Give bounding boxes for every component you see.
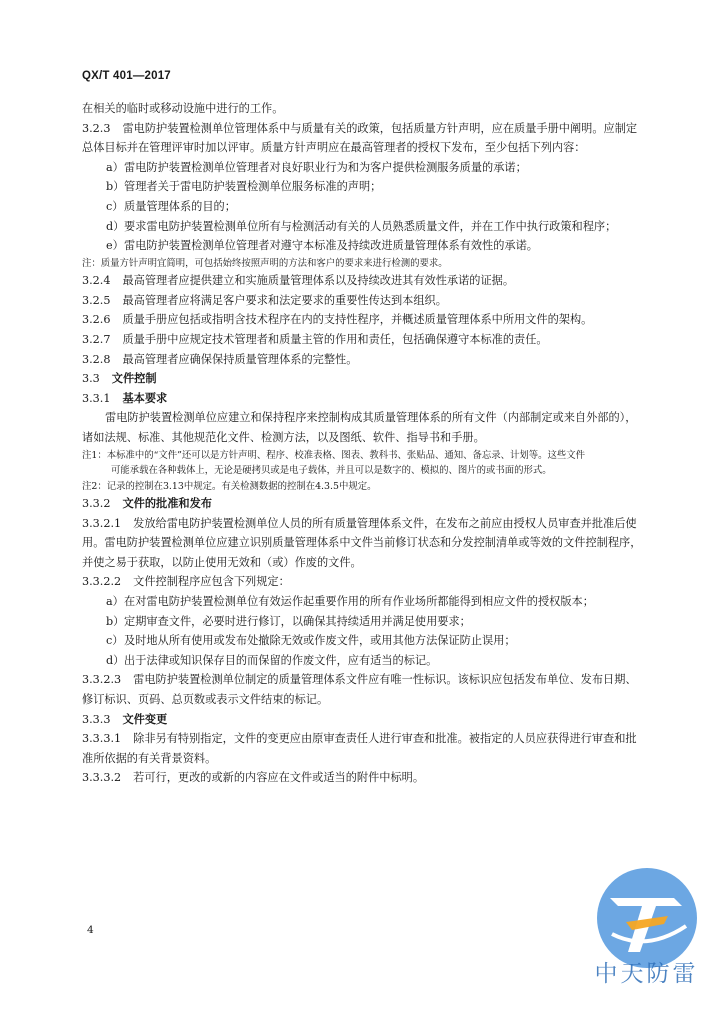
clause-text: 质量手册中应规定技术管理者和质量主管的作用和责任，包括确保遵守本标准的责任。 xyxy=(122,333,548,347)
clause-text: 文件控制程序应包含下列规定： xyxy=(133,575,290,589)
clause xyxy=(82,514,642,573)
clause-text: 雷电防护装置检测单位管理体系中与质量有关的政策，包括质量方针声明，应在质量手册中阐明。应制定总体目标并在管理评审时加以评审。质量方针声明应在最高管理者的授权下发布，至少包括下列内容： xyxy=(82,121,638,155)
list-item-label: b） xyxy=(106,614,125,628)
section-number: 3.3.2 xyxy=(82,497,111,511)
list-item-label: a） xyxy=(106,160,124,174)
clause-number: 3.2.3 xyxy=(82,121,111,135)
clause xyxy=(82,330,642,350)
clause-number: 3.3.2.1 xyxy=(82,516,122,530)
list-item-label: d） xyxy=(106,219,125,233)
list-item-text: 雷电防护装置检测单位管理者对遵守本标准及持续改进质量管理体系有效性的承诺。 xyxy=(124,239,538,253)
list-item-label: c） xyxy=(106,634,124,648)
section-heading xyxy=(82,710,642,730)
document-body xyxy=(82,99,642,788)
clause xyxy=(82,271,642,291)
clause-number: 3.2.8 xyxy=(82,352,111,366)
note-text: 注：质量方针声明宜简明，可包括始终按照声明的方法和客户的要求来进行检测的要求。 xyxy=(82,257,448,269)
note-text: 注2：记录的控制在3.13中规定。有关检测数据的控制在4.3.5中规定。 xyxy=(82,480,377,492)
clause-number: 3.3.3.1 xyxy=(82,732,122,746)
clause xyxy=(82,768,642,788)
list-item xyxy=(82,236,642,256)
list-item xyxy=(82,197,642,217)
clause-number: 3.3.2.3 xyxy=(82,673,122,687)
standard-id: QX/T 401—2017 xyxy=(82,70,171,82)
note xyxy=(82,448,642,479)
list-item-label: a） xyxy=(106,595,124,609)
section-heading xyxy=(82,389,642,409)
list-item xyxy=(82,177,642,197)
list-item-label: c） xyxy=(106,199,124,213)
list-item xyxy=(82,592,642,612)
clause-text: 除非另有特别指定，文件的变更应由原审查责任人进行审查和批准。被指定的人员应获得进行审查和批准所依据的有关背景资料。 xyxy=(82,732,637,765)
list-item-text: 及时地从所有使用或发布处撤除无效或作废文件，或用其他方法保证防止误用； xyxy=(124,634,516,648)
list-item xyxy=(82,612,642,632)
clause-text: 发放给雷电防护装置检测单位人员的所有质量管理体系文件，在发布之前应由授权人员审查并批准后使用。雷电防护装置检测单位应建立识别质量管理体系中文件当前修订状态和分发控制清单或等效的文件控制程序，并使之易于获取，以防止使用无效和（或）作废的文件。 xyxy=(82,516,642,569)
note xyxy=(82,479,642,495)
section-number: 3.3.3 xyxy=(82,712,111,726)
clause-text: 在相关的临时或移动设施中进行的工作。 xyxy=(82,102,284,115)
list-item-label: e） xyxy=(106,239,124,253)
list-item-text: 在对雷电防护装置检测单位有效运作起重要作用的所有作业场所都能得到相应文件的授权版本； xyxy=(124,595,594,609)
list-item-text: 出于法律或知识保存目的而保留的作废文件，应有适当的标记。 xyxy=(124,653,438,667)
watermark-text: 中天防雷 xyxy=(594,961,699,987)
clause-text: 质量手册应包括或指明含技术程序在内的支持性程序，并概述质量管理体系中所用文件的架构。 xyxy=(122,313,593,327)
clause xyxy=(82,350,642,370)
clause xyxy=(82,291,642,311)
page-number: 4 xyxy=(87,924,94,936)
list-item-text: 定期审查文件，必要时进行修订，以确保其持续适用并满足使用要求； xyxy=(124,614,471,628)
list-item-text: 雷电防护装置检测单位管理者对良好职业行为和为客户提供检测服务质量的承诺； xyxy=(124,160,527,174)
clause xyxy=(82,99,642,119)
note xyxy=(82,256,642,272)
list-item xyxy=(82,651,642,671)
clause xyxy=(82,572,642,592)
clause xyxy=(82,729,642,768)
note-continuation: 可能承载在各种载体上，无论是硬拷贝或是电子载体，并且可以是数字的、模拟的、图片的或书面的形式。 xyxy=(111,465,552,477)
list-item-label: b） xyxy=(106,180,125,194)
clause-text: 若可行，更改的或新的内容应在文件或适当的附件中标明。 xyxy=(133,771,425,785)
clause xyxy=(82,310,642,330)
list-item xyxy=(82,217,642,237)
section-heading xyxy=(82,494,642,514)
clause-text: 最高管理者应确保保持质量管理体系的完整性。 xyxy=(122,352,358,366)
clause-number: 3.3.2.2 xyxy=(82,575,122,589)
clause-text: 最高管理者应提供建立和实施质量管理体系以及持续改进其有效性承诺的证据。 xyxy=(122,274,515,288)
section-title: 文件变更 xyxy=(122,711,168,726)
section-title: 文件控制 xyxy=(111,371,157,386)
paragraph xyxy=(82,408,642,447)
section-number: 3.3 xyxy=(82,372,100,386)
note-text: 注1：本标准中的“文件”还可以是方针声明、程序、校准表格、图表、教科书、张贴品、通知、备忘录、计划等。这些文件 xyxy=(82,449,586,461)
list-item-text: 要求雷电防护装置检测单位所有与检测活动有关的人员熟悉质量文件，并在工作中执行政策和程序； xyxy=(124,219,617,233)
clause-number: 3.2.5 xyxy=(82,293,111,307)
section-number: 3.3.1 xyxy=(82,391,111,405)
list-item-label: d） xyxy=(106,653,125,667)
clause-text: 最高管理者应将满足客户要求和法定要求的重要性传达到本组织。 xyxy=(122,293,447,307)
clause-text: 雷电防护装置检测单位制定的质量管理体系文件应有唯一性标识。该标识应包括发布单位、发布日期、修订标识、页码、总页数或表示文件结束的标记。 xyxy=(82,673,637,707)
paragraph-text: 雷电防护装置检测单位应建立和保持程序来控制构成其质量管理体系的所有文件（内部制定或来自外部的），诸如法规、标准、其他规范化文件、检测方法，以及图纸、软件、指导书和手册。 xyxy=(82,411,637,444)
clause-number: 3.2.4 xyxy=(82,274,111,288)
list-item xyxy=(82,158,642,178)
list-item-text: 质量管理体系的目的； xyxy=(124,199,236,213)
clause-number: 3.2.7 xyxy=(82,333,111,347)
clause xyxy=(82,670,642,709)
list-item-text: 管理者关于雷电防护装置检测单位服务标准的声明； xyxy=(124,180,382,194)
section-title: 基本要求 xyxy=(122,390,168,405)
clause-number: 3.3.3.2 xyxy=(82,771,122,785)
section-heading xyxy=(82,369,642,389)
list-item xyxy=(82,631,642,651)
clause-number: 3.2.6 xyxy=(82,313,111,327)
section-title: 文件的批准和发布 xyxy=(122,496,212,511)
clause xyxy=(82,119,642,158)
